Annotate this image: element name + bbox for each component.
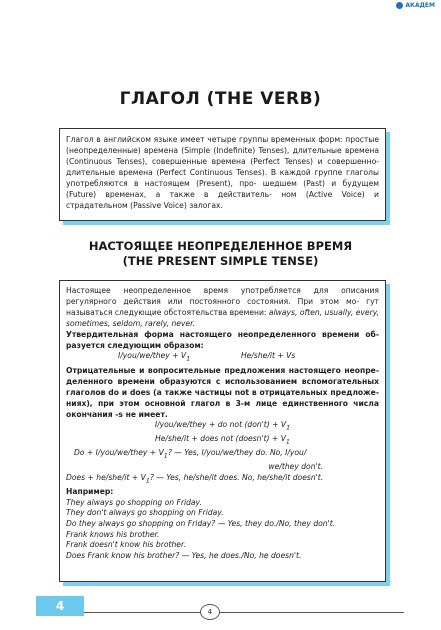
formula-text: I/you/we/they + do not (don't) + V bbox=[154, 420, 287, 430]
adverbs-text: always, often, bbox=[268, 308, 323, 317]
page-tab: 4 bbox=[36, 596, 84, 616]
intro-line: ном (Active Voice) и страдательном (Passive Voice) залогах. bbox=[66, 190, 379, 210]
rules-box bbox=[59, 280, 386, 582]
neg-q-line: окончания -s не имеет. bbox=[66, 410, 168, 420]
question-formula-1-cont bbox=[66, 462, 379, 473]
example-label: Например: bbox=[66, 487, 114, 497]
negative-formula-1 bbox=[66, 420, 379, 434]
usage-line: Настоящее неопределенное время употребляется для описания bbox=[66, 286, 379, 295]
page-number: 4 bbox=[200, 604, 220, 620]
logo-text: АКАДЕМ bbox=[405, 2, 435, 9]
neg-q-line: глаголов do и does (а также частицы not в отрицательных предложе- bbox=[66, 388, 379, 398]
neg-q-line: ниях), при этом основной глагол в 3-м лице единственного числа bbox=[66, 399, 379, 409]
question-formula-1 bbox=[66, 448, 379, 462]
affirmative-line: Утвердительная форма настоящего неопределенного времени об- bbox=[66, 330, 379, 339]
intro-box bbox=[59, 128, 386, 221]
affirmative-formula bbox=[66, 351, 379, 365]
formula-text: — Yes, he/she/it does. No, he/she/it doesn't. bbox=[153, 473, 324, 483]
affirmative-line: разуется следующим образом: bbox=[66, 341, 204, 350]
intro-line: шедшем (Past) и будущем (Future) временах, а также в действитель- bbox=[66, 179, 379, 199]
logo-icon bbox=[396, 2, 403, 9]
subscript: 1 bbox=[186, 355, 191, 363]
intro-line: длительные времена (Continuous Tenses), совершенные времена (Perfect bbox=[66, 146, 379, 166]
formula-text: we/they don't. bbox=[268, 462, 323, 472]
usage-line: регулярного действия или постоянного состояния. При этом мо- bbox=[66, 297, 360, 306]
intro-paragraph bbox=[66, 134, 379, 211]
usage-paragraph bbox=[66, 285, 379, 329]
subscript: 1 bbox=[145, 477, 150, 485]
question-mark: ? bbox=[167, 448, 172, 458]
adverbs-text: usually, every, sometimes, seldom, rarely, never. bbox=[66, 308, 380, 328]
intro-line: Глагол в английском языке имеет четыре группы временных форм: bbox=[66, 135, 343, 144]
footer-rule bbox=[84, 612, 404, 613]
publisher-logo bbox=[396, 2, 435, 9]
formula-text: Does + he/she/it + V bbox=[66, 473, 146, 483]
example-sentence: Does Frank know his brother? — Yes, he does./No, he doesn't. bbox=[66, 550, 302, 560]
example-sentence: They always go shopping on Friday. bbox=[66, 497, 202, 507]
example-sentence: Do they always go shopping on Friday? — Yes, they do./No, they don't. bbox=[66, 518, 336, 528]
intro-line: В каждой группе глаголы употребляются в настоящем (Present), про- bbox=[66, 168, 379, 188]
usage-line: гут называться следующие обстоятельства времени: bbox=[66, 297, 379, 317]
section-title-line2: (THE PRESENT SIMPLE TENSE) bbox=[122, 254, 319, 268]
subscript: 1 bbox=[163, 452, 168, 460]
negative-formula-2 bbox=[66, 434, 379, 448]
example-sentence: Frank doesn't know his brother. bbox=[66, 540, 186, 550]
example-sentence: Frank knows his brother. bbox=[66, 529, 160, 539]
section-title bbox=[0, 239, 441, 269]
formula-text: Do + I/you/we/they + V bbox=[74, 448, 164, 458]
subscript: 1 bbox=[285, 438, 290, 446]
question-formula-2 bbox=[66, 473, 379, 487]
intro-line: простые (неопределенные) времена (Simple (Indefinite) Tenses), bbox=[66, 135, 379, 155]
formula-right: He/she/it + Vs bbox=[240, 351, 296, 360]
example-sentence: They don't always go shopping on Friday. bbox=[66, 508, 224, 518]
question-mark: ? bbox=[149, 473, 154, 483]
neg-q-line: Отрицательные и вопросительные предложения настоящего неопре- bbox=[66, 366, 379, 376]
negative-question-paragraph bbox=[66, 365, 379, 420]
intro-line: Tenses) и совершенно-длительные времена (Perfect Continuous Tenses). bbox=[66, 157, 380, 177]
neg-q-line: деленного времени образуются с использованием вспомогательных bbox=[66, 377, 379, 387]
affirmative-paragraph bbox=[66, 329, 379, 351]
section-title-line1: НАСТОЯЩЕЕ НЕОПРЕДЕЛЕННОЕ ВРЕМЯ bbox=[88, 239, 353, 253]
formula-text: He/she/it + does not (doesn't) + V bbox=[155, 434, 286, 444]
formula-left: I/you/we/they + V bbox=[118, 351, 187, 360]
subscript: 1 bbox=[286, 424, 291, 432]
page-title: ГЛАГОЛ (THE VERB) bbox=[119, 89, 322, 109]
formula-text: — Yes, I/you/we/they do. No, I/you/ bbox=[171, 448, 307, 458]
